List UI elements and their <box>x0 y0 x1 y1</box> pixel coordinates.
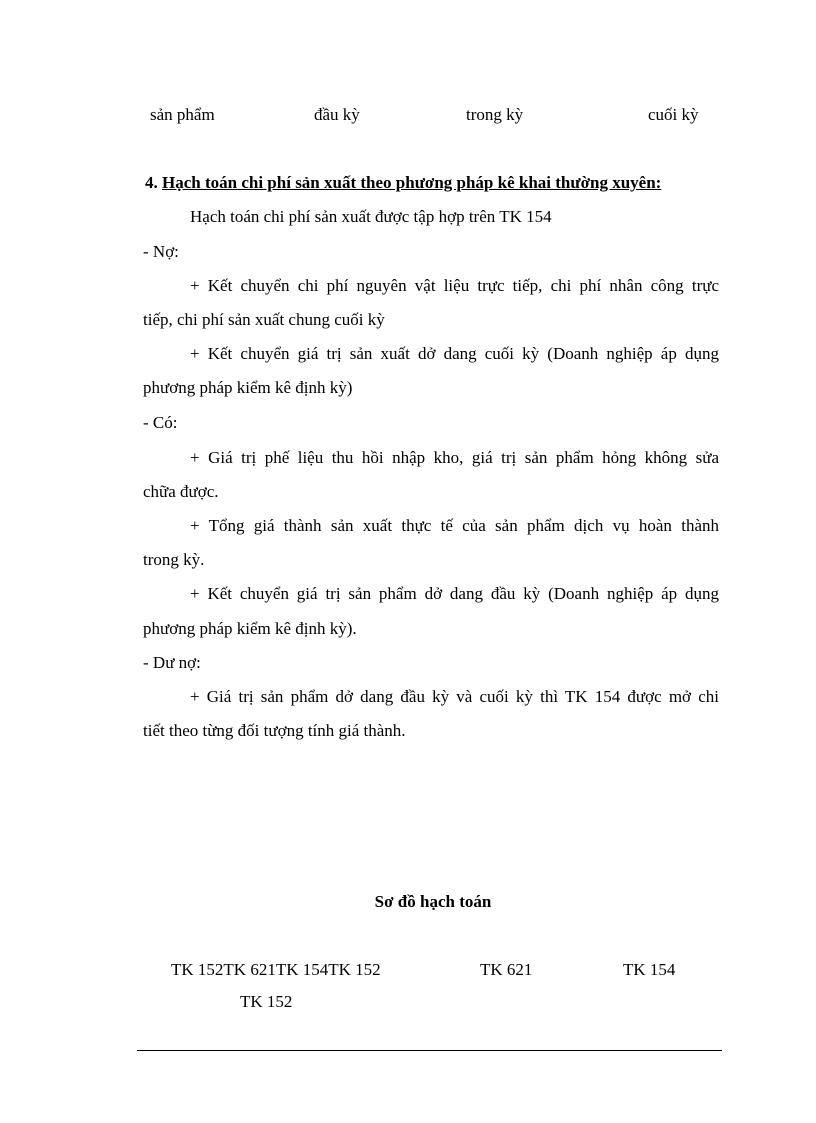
diagram-label-tk621: TK 621 <box>480 960 533 979</box>
body-line-co-heading: - Có: <box>143 413 178 432</box>
body-line-balance-heading: - Dư nợ: <box>143 653 201 672</box>
body-line-debit-2b: phương pháp kiểm kê định kỳ) <box>143 378 353 397</box>
body-line-no-heading: - Nợ: <box>143 242 179 261</box>
body-line-credit-3a: + Kết chuyển giá trị sản phẩm dở dang đầu kỳ (Doanh nghiệp áp dụng <box>190 584 719 603</box>
top-row-word-dau-ky: đầu kỳ <box>314 105 360 124</box>
top-row-word-trong-ky: trong kỳ <box>466 105 524 124</box>
body-line-credit-2a: + Tổng giá thành sản xuất thực tế của sản phẩm dịch vụ hoàn thành <box>190 516 719 535</box>
footer-rule <box>137 1050 722 1051</box>
section-heading <box>145 173 661 193</box>
body-line-credit-3b: phương pháp kiểm kê định kỳ). <box>143 619 357 638</box>
body-line-credit-1b: chữa được. <box>143 482 219 501</box>
diagram-label-tk152: TK 152 <box>240 992 293 1011</box>
section-number: 4. <box>145 173 158 192</box>
section-title: Hạch toán chi phí sản xuất theo phương pháp kê khai thường xuyên: <box>162 173 662 192</box>
body-line-credit-2b: trong kỳ. <box>143 550 205 569</box>
body-line-debit-1b: tiếp, chi phí sản xuất chung cuối kỳ <box>143 310 385 329</box>
body-line-balance-1a: + Giá trị sản phẩm dở dang đầu kỳ và cuối kỳ thì TK 154 được mở chi <box>190 687 719 706</box>
body-line-balance-1b: tiết theo từng đối tượng tính giá thành. <box>143 721 406 740</box>
body-line-intro: Hạch toán chi phí sản xuất được tập hợp trên TK 154 <box>190 207 552 226</box>
top-row-word-cuoi-ky: cuối kỳ <box>648 105 699 124</box>
top-row-word-san-pham: sản phẩm <box>150 105 215 124</box>
body-line-credit-1a: + Giá trị phế liệu thu hồi nhập kho, giá trị sản phẩm hỏng không sửa <box>190 448 719 467</box>
diagram-label-run: TK 152TK 621TK 154TK 152 <box>171 960 381 979</box>
diagram-title: Sơ đồ hạch toán <box>374 892 492 911</box>
body-line-debit-1a: + Kết chuyển chi phí nguyên vật liệu trực tiếp, chi phí nhân công trực <box>190 276 719 295</box>
diagram-label-tk154: TK 154 <box>623 960 676 979</box>
body-line-debit-2a: + Kết chuyển giá trị sản xuất dở dang cuối kỳ (Doanh nghiệp áp dụng <box>190 344 719 363</box>
